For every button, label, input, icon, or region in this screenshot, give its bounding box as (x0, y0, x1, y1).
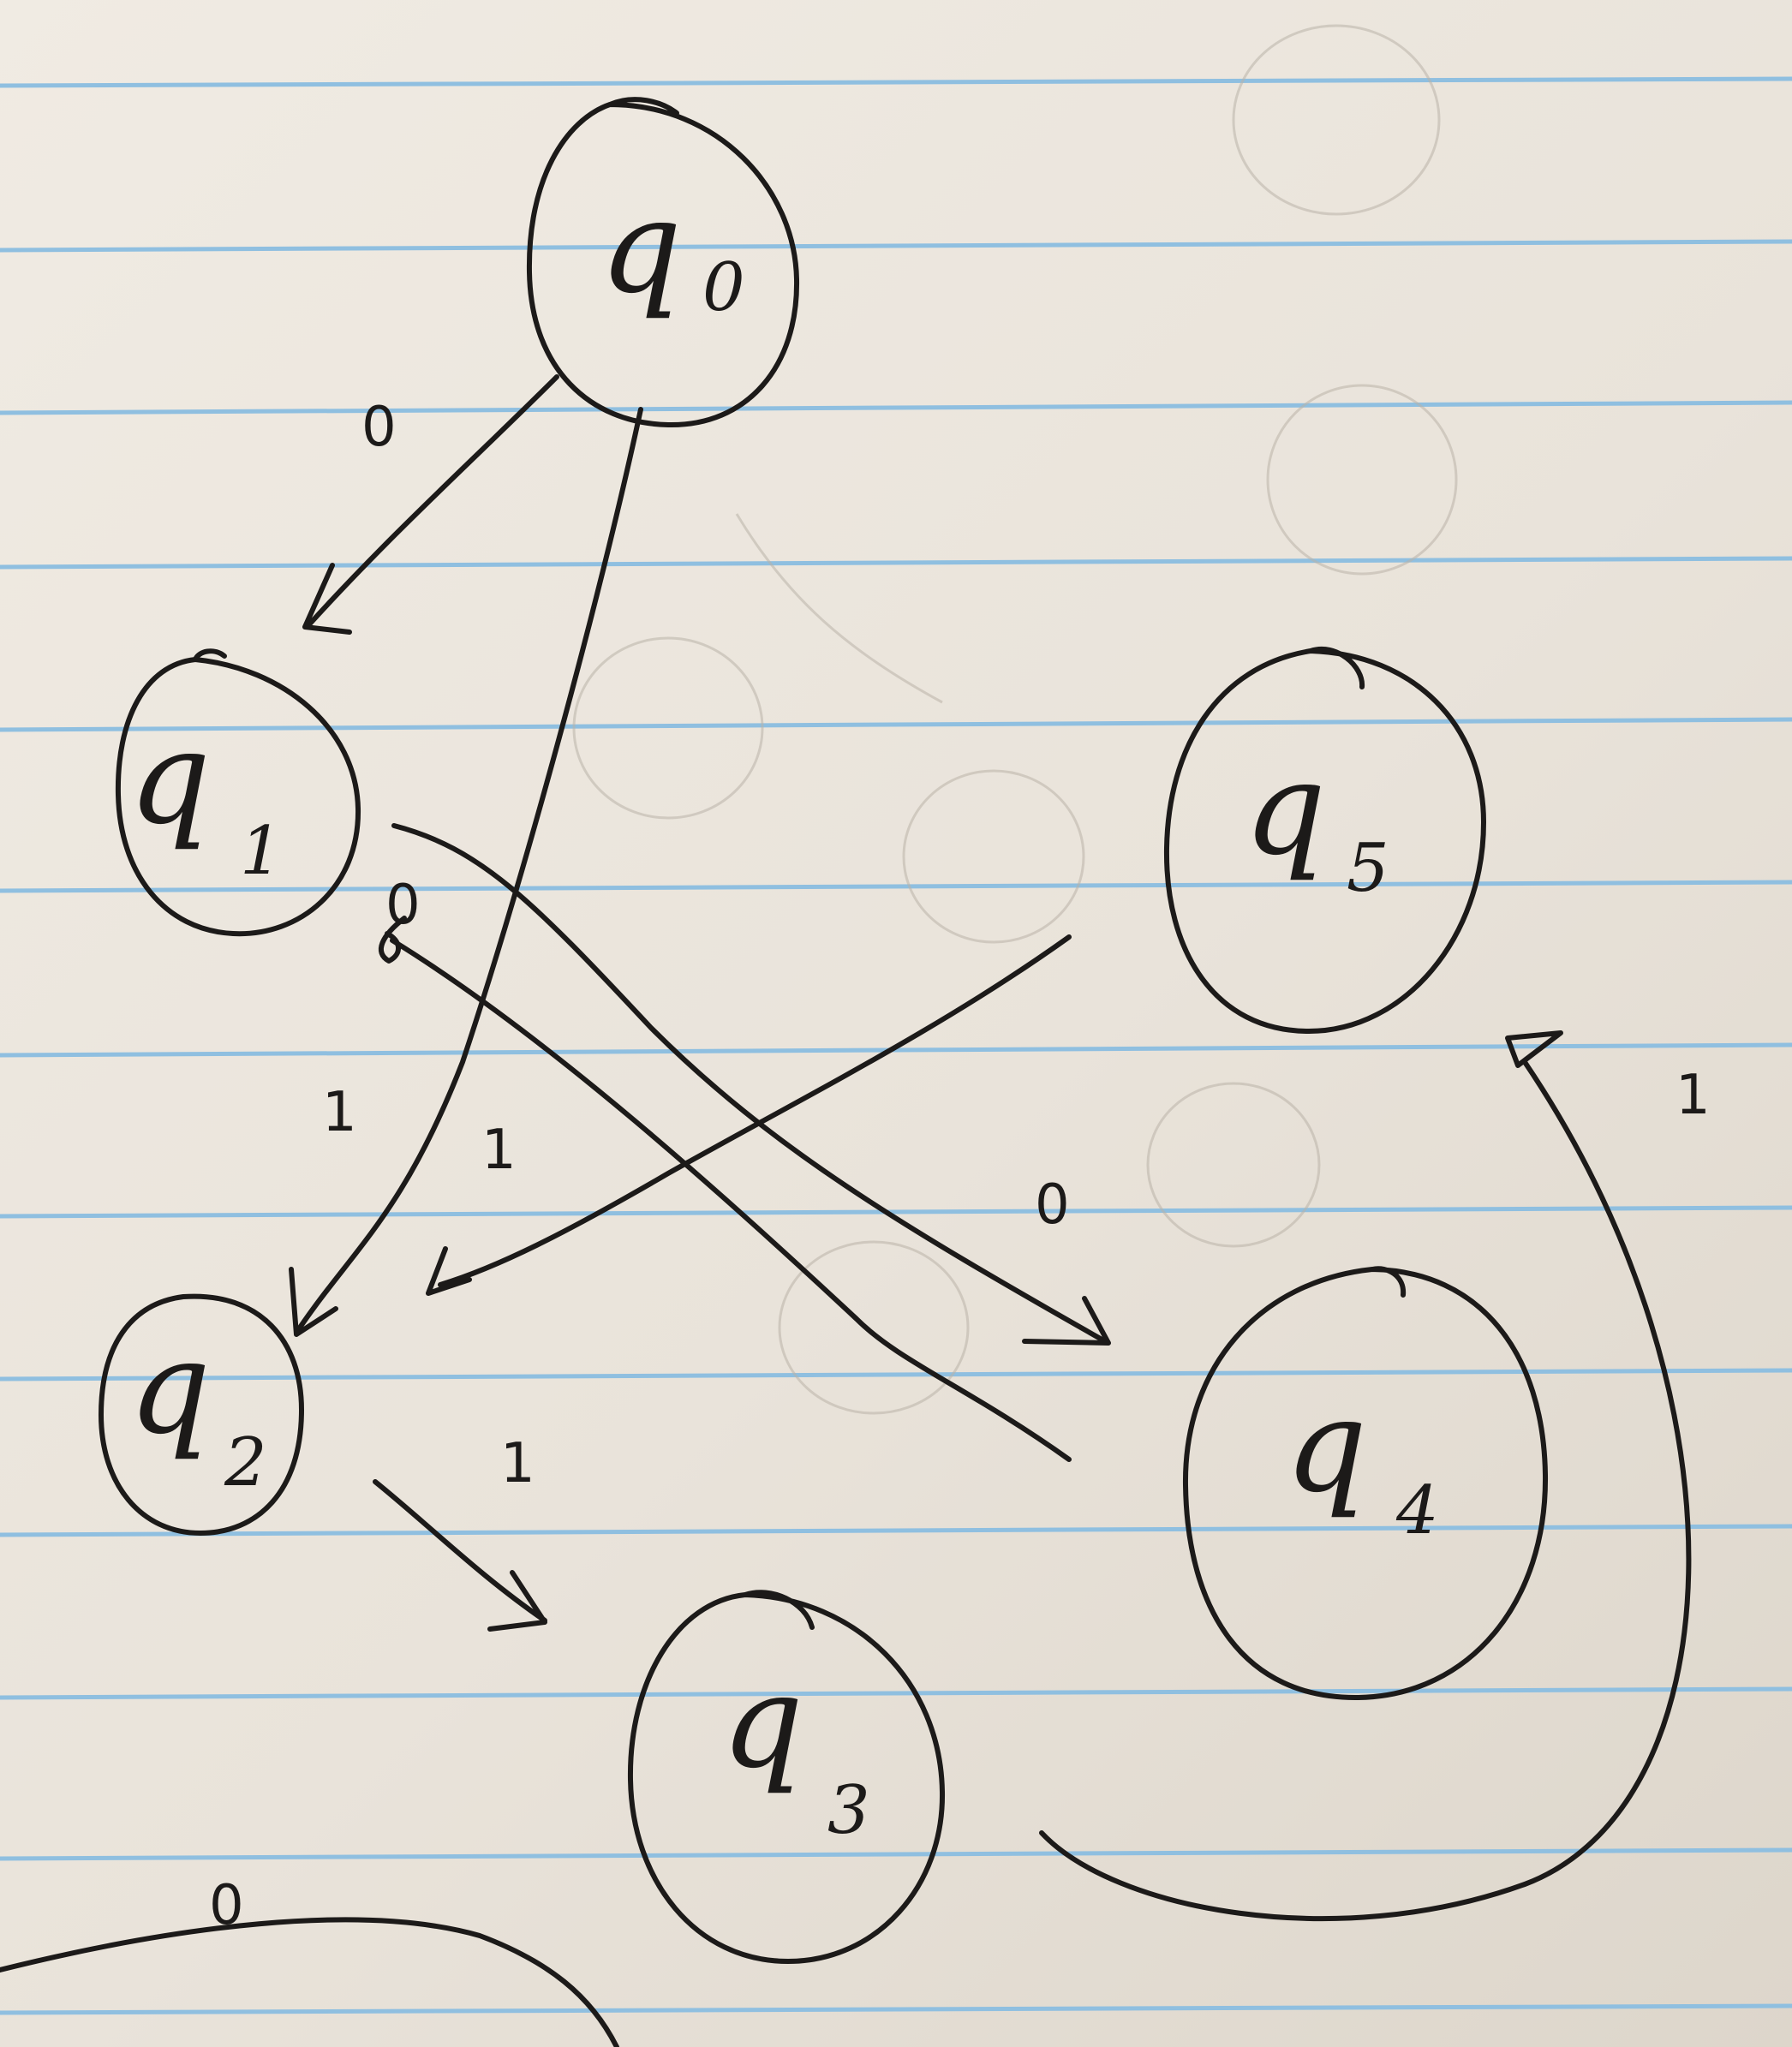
rule-line (0, 1850, 1792, 1859)
state-letter: q (128, 704, 212, 853)
rule-line (0, 403, 1792, 413)
state-letter: q (1285, 1372, 1368, 1521)
ghost-circle (1233, 26, 1439, 214)
rule-line (0, 2006, 1792, 2013)
edge-q0-q1 (305, 377, 557, 632)
edge-line (375, 1482, 545, 1620)
edge-line (310, 377, 557, 624)
state-circles (101, 99, 1545, 1961)
state-index: 1 (240, 813, 283, 890)
state-index: 3 (827, 1772, 870, 1849)
edge-label-q5-q2: 1 (481, 1119, 517, 1182)
rule-line (0, 1208, 1792, 1216)
state-letter: q (600, 173, 683, 322)
state-label-q1 (128, 704, 283, 890)
ghost-circle (1268, 385, 1456, 574)
edge-labels (209, 396, 1711, 1937)
state-label-q4 (1285, 1372, 1439, 1549)
rule-line (0, 558, 1792, 567)
edge-line (392, 940, 1069, 1459)
state-label-q0 (600, 173, 745, 326)
ghost-circle (1148, 1083, 1319, 1246)
edge-label-q1-q4: 0 (1035, 1173, 1070, 1237)
state-label-q2 (128, 1314, 267, 1501)
arrowhead-icon (428, 1249, 469, 1293)
edge-q1-q4 (394, 826, 1108, 1343)
partial-arc (0, 1919, 617, 2047)
state-letter: q (721, 1648, 804, 1797)
rule-line (0, 79, 1792, 86)
rule-line (0, 242, 1792, 250)
show-through-marks (574, 26, 1456, 1413)
edge-label-q4-q1: 0 (385, 874, 421, 937)
arrowhead-icon (1508, 1033, 1561, 1065)
rule-line (0, 1689, 1792, 1698)
state-letter: q (1244, 735, 1327, 884)
rule-line (0, 1526, 1792, 1535)
edge-line (440, 937, 1069, 1285)
edge-line (296, 409, 641, 1333)
edge-label-q2-q3: 1 (500, 1432, 535, 1495)
state-label-q3 (721, 1648, 870, 1849)
ghost-circle (780, 1242, 968, 1413)
state-letter: q (128, 1314, 212, 1463)
state-index: 0 (702, 249, 745, 326)
edge-label-partial-arc: 0 (209, 1874, 244, 1937)
edge-label-q0-q1: 0 (361, 396, 397, 459)
state-label-q5 (1244, 735, 1389, 907)
arrowhead-icon (291, 1269, 336, 1334)
ghost-stroke (737, 514, 942, 702)
edge-label-q0-q2: 1 (322, 1081, 357, 1144)
ghost-circle (904, 771, 1084, 942)
edge-label-q3-q5: 1 (1676, 1064, 1711, 1127)
edge-q2-q3 (375, 1482, 545, 1629)
state-index: 4 (1396, 1472, 1439, 1549)
state-index: 2 (224, 1424, 267, 1501)
rule-line (0, 719, 1792, 730)
state-index: 5 (1347, 830, 1389, 907)
